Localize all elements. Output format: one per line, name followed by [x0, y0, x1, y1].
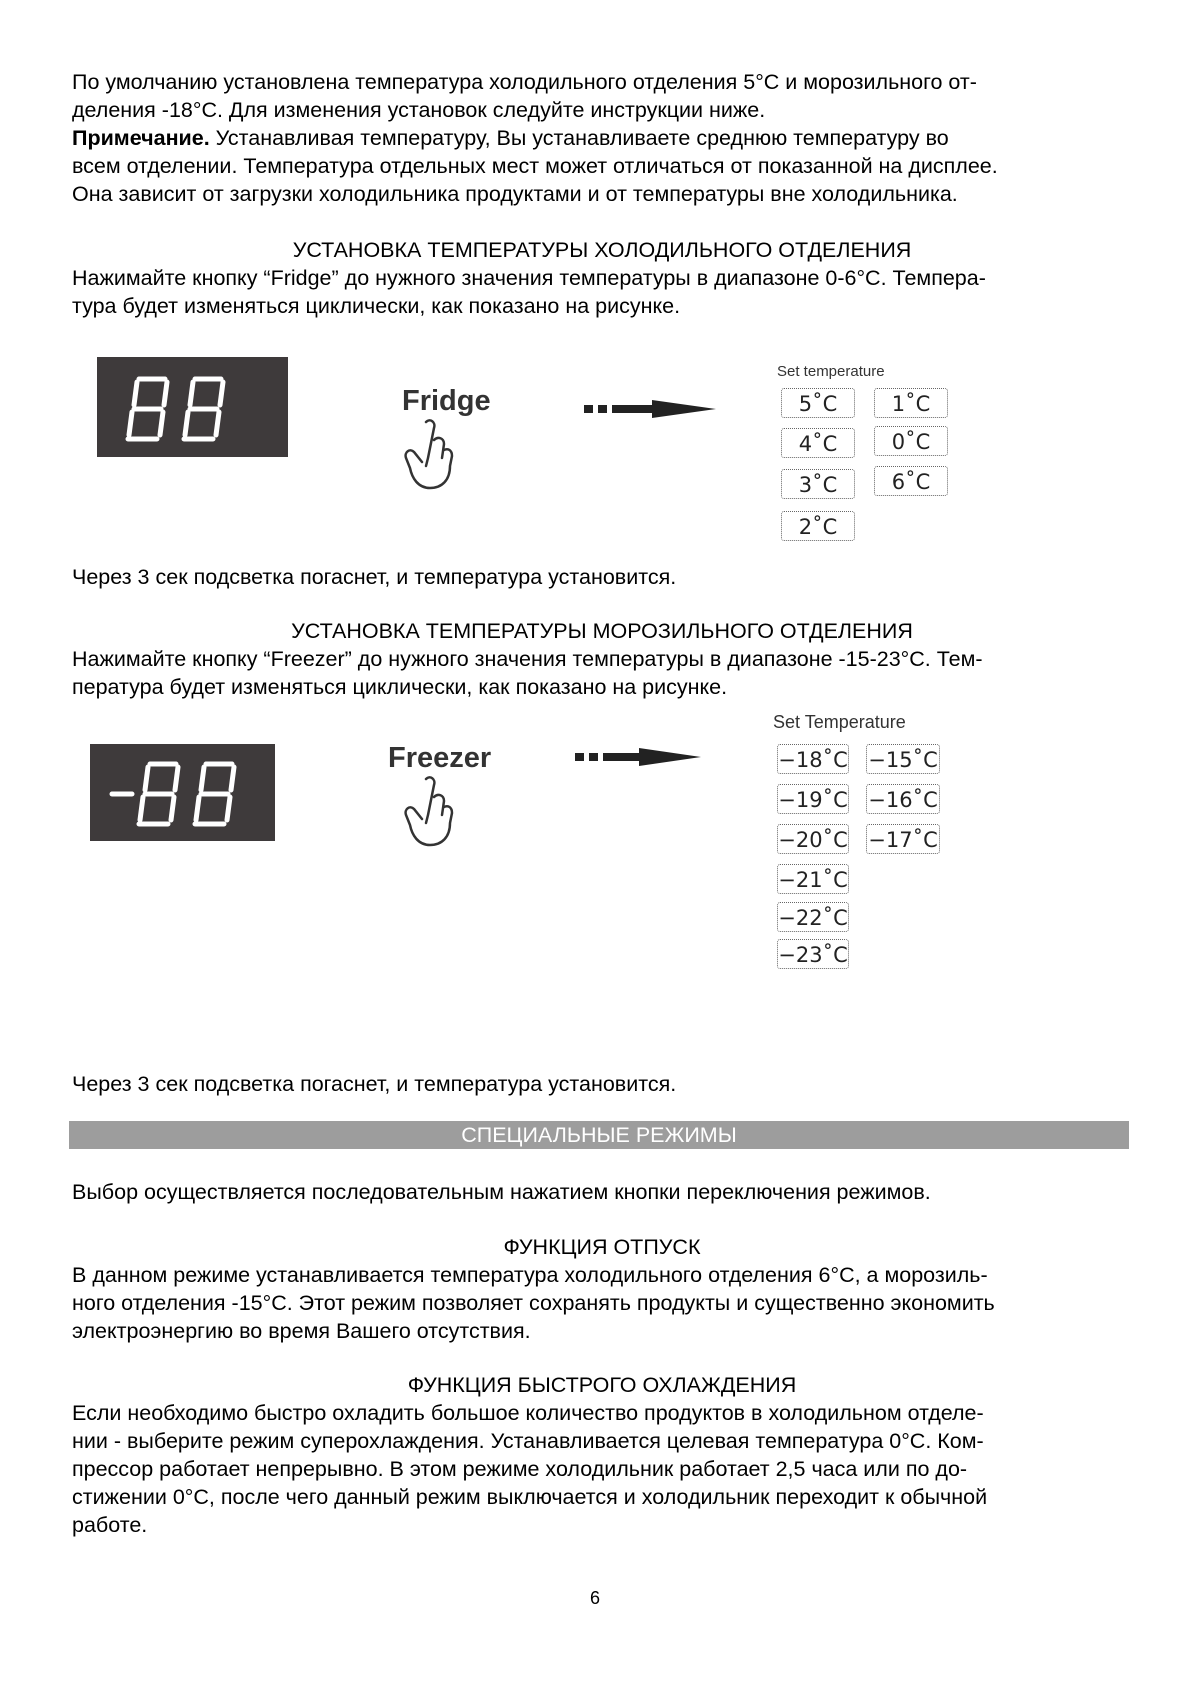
fridge-set-title: Set temperature [777, 363, 885, 380]
freezer-temp-18: −18˚C [777, 744, 849, 774]
freezer-temp-21: −21˚C [777, 864, 849, 894]
intro-line-4: всем отделении. Температура отдельных мест может отличаться от показанной на дисплее. [72, 154, 998, 178]
freezer-temp-20: −20˚C [777, 824, 849, 854]
fridge-arrow-icon [584, 396, 716, 422]
cooling-line-2: нии - выберите режим суперохлаждения. Устанавливается целевая температура 0°С. Ком- [72, 1429, 984, 1453]
fridge-temp-0: 0˚C [874, 426, 948, 456]
cooling-line-1: Если необходимо быстро охладить большое количество продуктов в холодильном отделе- [72, 1401, 984, 1425]
fridge-temp-5: 5˚C [781, 388, 855, 418]
fridge-temp-6: 6˚C [874, 466, 948, 496]
vacation-line-2: ного отделения -15°С. Этот режим позволяет сохранять продукты и существенно экономить [72, 1291, 995, 1315]
freezer-temp-15: −15˚C [866, 744, 940, 774]
pointing-hand-icon [404, 418, 468, 492]
freezer-temp-22: −22˚C [777, 902, 849, 932]
freezer-seven-segment-digits [90, 744, 275, 841]
vacation-heading: ФУНКЦИЯ ОТПУСК [503, 1235, 701, 1259]
cooling-line-5: работе. [72, 1513, 148, 1537]
freezer-after: Через 3 сек подсветка погаснет, и температура установится. [72, 1072, 677, 1096]
fridge-after: Через 3 сек подсветка погаснет, и температура установится. [72, 565, 677, 589]
fridge-temp-2: 2˚C [781, 511, 855, 541]
intro-line-1: По умолчанию установлена температура холодильного отделения 5°С и морозильного от- [72, 70, 977, 94]
special-modes-bar: СПЕЦИАЛЬНЫЕ РЕЖИМЫ [69, 1121, 1129, 1149]
note-text: Устанавливая температуру, Вы устанавливаете среднюю температуру во [209, 126, 949, 150]
freezer-temp-19: −19˚C [777, 784, 849, 814]
freezer-line-1: Нажимайте кнопку “Freezer” до нужного значения температуры в диапазоне -15-23°С. Тем- [72, 647, 983, 671]
fridge-temp-3: 3˚C [781, 469, 855, 499]
fridge-line-1: Нажимайте кнопку “Fridge” до нужного значения температуры в диапазоне 0-6°С. Темпера- [72, 266, 986, 290]
special-intro: Выбор осуществляется последовательным нажатием кнопки переключения режимов. [72, 1180, 931, 1204]
freezer-display [90, 744, 275, 841]
freezer-set-title: Set Temperature [773, 712, 906, 732]
freezer-button-label: Freezer [388, 742, 492, 774]
cooling-line-3: прессор работает непрерывно. В этом режиме холодильник работает 2,5 часа или по до- [72, 1457, 968, 1481]
fridge-button-label: Fridge [402, 385, 491, 417]
fridge-temp-1: 1˚C [874, 388, 948, 418]
freezer-temp-17: −17˚C [866, 824, 940, 854]
fridge-temp-4: 4˚C [781, 428, 855, 458]
cooling-line-4: стижении 0°С, после чего данный режим выключается и холодильник переходит к обычной [72, 1485, 988, 1509]
freezer-heading: УСТАНОВКА ТЕМПЕРАТУРЫ МОРОЗИЛЬНОГО ОТДЕЛЕНИЯ [291, 619, 913, 643]
freezer-temp-23: −23˚C [777, 939, 849, 969]
freezer-temp-16: −16˚C [866, 784, 940, 814]
pointing-hand-icon [404, 775, 468, 849]
fridge-display [97, 357, 288, 457]
vacation-line-1: В данном режиме устанавливается температура холодильного отделения 6°С, а морозиль- [72, 1263, 988, 1287]
cooling-heading: ФУНКЦИЯ БЫСТРОГО ОХЛАЖДЕНИЯ [407, 1373, 797, 1397]
freezer-arrow-icon [575, 744, 701, 770]
note-label: Примечание. [72, 126, 210, 150]
intro-note-line [72, 124, 1132, 152]
intro-line-2: деления -18°С. Для изменения установок следуйте инструкции ниже. [72, 98, 766, 122]
fridge-seven-segment-digits [97, 357, 288, 457]
freezer-line-2: пература будет изменяться циклически, как показано на рисунке. [72, 675, 728, 699]
vacation-line-3: электроэнергию во время Вашего отсутствия. [72, 1319, 531, 1343]
fridge-heading: УСТАНОВКА ТЕМПЕРАТУРЫ ХОЛОДИЛЬНОГО ОТДЕЛЕНИЯ [292, 238, 912, 262]
page-number: 6 [589, 1588, 600, 1608]
fridge-line-2: тура будет изменяться циклически, как показано на рисунке. [72, 294, 681, 318]
intro-line-5: Она зависит от загрузки холодильника продуктами и от температуры вне холодильника. [72, 182, 958, 206]
